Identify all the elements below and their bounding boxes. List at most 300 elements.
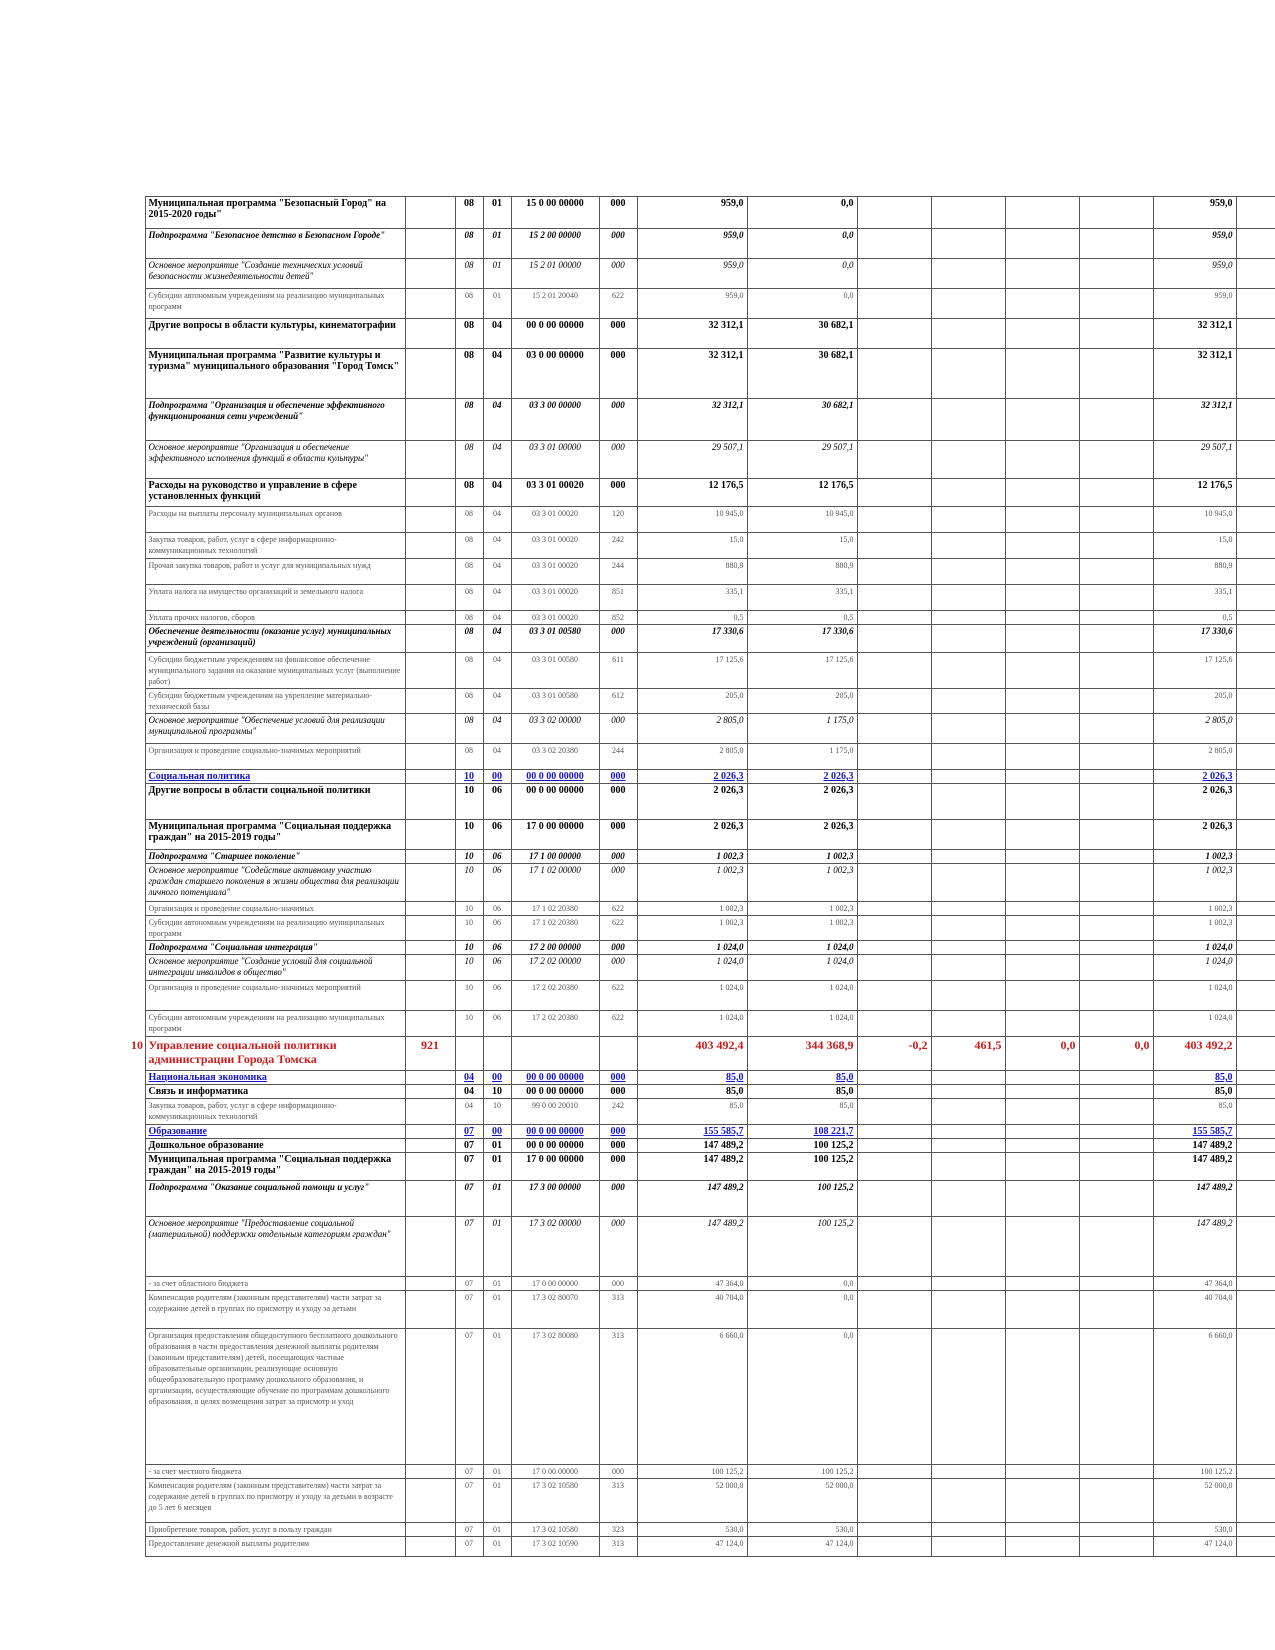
target-article-code: 00 0 00 00000 [511,770,599,784]
change-4 [1079,197,1153,229]
amount-revised: 32 312,1 [1153,319,1236,349]
change-3 [1005,770,1079,784]
expense-type-code: 000 [599,259,637,289]
change-3 [1005,784,1079,820]
row-index [128,349,145,399]
expense-type-code: 622 [599,902,637,916]
amount-total: 880,9 [637,559,747,585]
target-article-code: 03 3 01 00000 [511,441,599,479]
table-row [128,955,1275,981]
row-index [128,1125,145,1139]
change-2 [931,1217,1005,1277]
expense-type-code: 244 [599,559,637,585]
subsection-code: 04 [483,744,511,770]
table-row [128,625,1275,653]
item-name: Муниципальная программа "Социальная поддержка граждан" на 2015-2019 годы" [145,820,405,850]
section-code: 07 [455,1465,483,1479]
amount-total: 147 489,2 [637,1181,747,1217]
table-row [128,1329,1275,1465]
target-article-code: 03 3 01 00020 [511,507,599,533]
section-code: 07 [455,1277,483,1291]
amount-total: 2 026,3 [637,820,747,850]
grbs-code [405,653,455,689]
row-index [128,770,145,784]
change-1 [857,864,931,902]
expense-type-code: 313 [599,1479,637,1523]
amount-local: 205,0 [747,689,857,714]
target-article-code: 17 0 00 00000 [511,1153,599,1181]
grbs-code [405,625,455,653]
spare-column [1236,259,1275,289]
table-row [128,1153,1275,1181]
section-code: 08 [455,611,483,625]
amount-revised: 12 176,5 [1153,479,1236,507]
subsection-code: 01 [483,1329,511,1465]
item-name: Другие вопросы в области социальной политики [145,784,405,820]
expense-type-code: 000 [599,820,637,850]
grbs-code [405,399,455,441]
table-row [128,981,1275,1011]
amount-local: 85,0 [747,1099,857,1125]
item-name: Подпрограмма "Оказание социальной помощи и услуг" [145,1181,405,1217]
change-1 [857,611,931,625]
amount-local: 2 026,3 [747,784,857,820]
table-row [128,1139,1275,1153]
item-name: Подпрограмма "Безопасное детство в Безопасном Городе" [145,229,405,259]
amount-revised: 880,9 [1153,559,1236,585]
subsection-code: 04 [483,559,511,585]
spare-column [1236,1523,1275,1537]
change-1 [857,744,931,770]
amount-total: 2 805,0 [637,714,747,744]
change-1 [857,479,931,507]
target-article-code: 03 3 01 00020 [511,533,599,559]
change-4 [1079,559,1153,585]
spare-column [1236,319,1275,349]
row-index [128,625,145,653]
amount-revised: 959,0 [1153,197,1236,229]
expense-type-code: 242 [599,533,637,559]
subsection-code: 06 [483,955,511,981]
change-3 [1005,479,1079,507]
spare-column [1236,1537,1275,1557]
section-code: 07 [455,1153,483,1181]
change-1 [857,1465,931,1479]
change-1 [857,916,931,941]
amount-total: 1 024,0 [637,981,747,1011]
expense-type-code: 000 [599,1217,637,1277]
change-4 [1079,289,1153,319]
subsection-code [483,1037,511,1071]
spare-column [1236,625,1275,653]
row-index [128,916,145,941]
expense-type-code: 000 [599,441,637,479]
change-3 [1005,1181,1079,1217]
grbs-code [405,689,455,714]
change-4 [1079,850,1153,864]
spare-column [1236,559,1275,585]
amount-local: 0,0 [747,1291,857,1329]
spare-column [1236,1099,1275,1125]
subsection-code: 04 [483,611,511,625]
subsection-code: 01 [483,1537,511,1557]
change-1 [857,653,931,689]
table-row [128,1099,1275,1125]
subsection-code: 06 [483,916,511,941]
change-3: 0,0 [1005,1037,1079,1071]
change-4 [1079,1291,1153,1329]
subsection-code: 06 [483,850,511,864]
section-code: 10 [455,820,483,850]
expense-type-code: 000 [599,1125,637,1139]
subsection-code: 10 [483,1099,511,1125]
grbs-code [405,559,455,585]
item-name: Расходы на выплаты персоналу муниципальных органов [145,507,405,533]
amount-total: 32 312,1 [637,319,747,349]
spare-column [1236,1479,1275,1523]
amount-total: 85,0 [637,1085,747,1099]
expense-type-code: 000 [599,1071,637,1085]
change-4 [1079,399,1153,441]
grbs-code [405,784,455,820]
amount-revised: 530,0 [1153,1523,1236,1537]
change-4 [1079,941,1153,955]
amount-total: 85,0 [637,1071,747,1085]
amount-revised: 205,0 [1153,689,1236,714]
section-code: 08 [455,289,483,319]
expense-type-code: 313 [599,1329,637,1465]
amount-revised: 2 026,3 [1153,820,1236,850]
change-1: -0,2 [857,1037,931,1071]
amount-local: 0,0 [747,1329,857,1465]
subsection-code: 04 [483,585,511,611]
change-1 [857,1329,931,1465]
spare-column [1236,714,1275,744]
change-1 [857,1537,931,1557]
amount-total: 52 000,0 [637,1479,747,1523]
spare-column [1236,1291,1275,1329]
table-row [128,441,1275,479]
grbs-code [405,1291,455,1329]
change-1 [857,1291,931,1329]
table-row [128,349,1275,399]
grbs-code [405,864,455,902]
expense-type-code: 000 [599,1153,637,1181]
target-article-code: 15 0 00 00000 [511,197,599,229]
table-row [128,1465,1275,1479]
change-4 [1079,864,1153,902]
amount-revised: 47 364,0 [1153,1277,1236,1291]
change-3 [1005,1217,1079,1277]
section-code: 07 [455,1329,483,1465]
change-4 [1079,1277,1153,1291]
change-3 [1005,653,1079,689]
change-4 [1079,653,1153,689]
target-article-code: 17 2 00 00000 [511,941,599,955]
change-4 [1079,441,1153,479]
section-code: 08 [455,689,483,714]
grbs-code [405,955,455,981]
item-name: Организация предоставления общедоступного бесплатного дошкольного образования в части предоставления денежной выплаты родителям (законным представителям) детей, посещающих частные образовательные организации, реализующие основную общеобразовательную программу дошкольного образования, и организации, осуществляющие обучение по программам дошкольного образования, в целях возмещения затрат за присмотр и уход [145,1329,405,1465]
table-row [128,744,1275,770]
spare-column [1236,441,1275,479]
spare-column [1236,770,1275,784]
target-article-code: 99 0 00 20010 [511,1099,599,1125]
subsection-code: 01 [483,197,511,229]
item-name: Расходы на руководство и управление в сфере установленных функций [145,479,405,507]
amount-total: 403 492,4 [637,1037,747,1071]
item-name: Подпрограмма "Организация и обеспечение эффективного функционирования сети учреждений" [145,399,405,441]
spare-column [1236,1181,1275,1217]
amount-revised: 1 002,3 [1153,916,1236,941]
grbs-code [405,820,455,850]
change-1 [857,1011,931,1037]
grbs-code [405,1125,455,1139]
subsection-code: 04 [483,533,511,559]
row-index [128,611,145,625]
amount-total: 0,5 [637,611,747,625]
amount-local: 85,0 [747,1071,857,1085]
target-article-code: 03 3 02 20380 [511,744,599,770]
change-4 [1079,1217,1153,1277]
change-4 [1079,1479,1153,1523]
grbs-code [405,1181,455,1217]
expense-type-code: 000 [599,1181,637,1217]
amount-local: 100 125,2 [747,1465,857,1479]
spare-column [1236,1217,1275,1277]
change-1 [857,689,931,714]
subsection-code: 06 [483,1011,511,1037]
row-index [128,941,145,955]
change-1 [857,955,931,981]
amount-total: 1 024,0 [637,1011,747,1037]
expense-type-code: 000 [599,1139,637,1153]
grbs-code [405,902,455,916]
target-article-code: 17 2 02 20380 [511,1011,599,1037]
section-code: 08 [455,441,483,479]
table-row [128,1071,1275,1085]
amount-revised: 147 489,2 [1153,1217,1236,1277]
section-code [455,1037,483,1071]
item-name: Обеспечение деятельности (оказание услуг) муниципальных учреждений (организаций) [145,625,405,653]
spare-column [1236,653,1275,689]
expense-type-code: 000 [599,714,637,744]
table-row [128,820,1275,850]
spare-column [1236,585,1275,611]
change-1 [857,507,931,533]
row-index [128,479,145,507]
amount-total: 155 585,7 [637,1125,747,1139]
change-4 [1079,229,1153,259]
change-2 [931,1465,1005,1479]
target-article-code: 03 3 01 00020 [511,559,599,585]
change-3 [1005,319,1079,349]
change-3 [1005,611,1079,625]
change-3 [1005,197,1079,229]
change-1 [857,229,931,259]
section-code: 10 [455,916,483,941]
subsection-code: 01 [483,1217,511,1277]
expense-type-code: 323 [599,1523,637,1537]
row-index [128,1099,145,1125]
amount-revised: 100 125,2 [1153,1465,1236,1479]
change-4 [1079,916,1153,941]
grbs-code [405,1277,455,1291]
table-row [128,653,1275,689]
row-index [128,1181,145,1217]
amount-total: 32 312,1 [637,399,747,441]
change-3 [1005,714,1079,744]
section-code: 04 [455,1071,483,1085]
section-code: 10 [455,981,483,1011]
target-article-code: 17 0 00 00000 [511,1277,599,1291]
subsection-code: 01 [483,229,511,259]
amount-revised: 335,1 [1153,585,1236,611]
change-2 [931,1099,1005,1125]
change-2 [931,441,1005,479]
change-4 [1079,533,1153,559]
change-2 [931,784,1005,820]
grbs-code [405,1071,455,1085]
change-2 [931,714,1005,744]
amount-total: 2 026,3 [637,784,747,820]
amount-revised: 155 585,7 [1153,1125,1236,1139]
change-4 [1079,820,1153,850]
amount-local: 30 682,1 [747,319,857,349]
target-article-code: 17 3 02 10590 [511,1537,599,1557]
item-name: Субсидии автономным учреждениям на реализацию муниципальных программ [145,916,405,941]
change-3 [1005,1071,1079,1085]
spare-column [1236,1071,1275,1085]
spare-column [1236,1085,1275,1099]
change-2 [931,1523,1005,1537]
item-name: Другие вопросы в области культуры, кинематографии [145,319,405,349]
subsection-code: 04 [483,349,511,399]
spare-column [1236,744,1275,770]
expense-type-code: 000 [599,349,637,399]
amount-revised: 959,0 [1153,289,1236,319]
grbs-code [405,1011,455,1037]
expense-type-code: 622 [599,981,637,1011]
table-row [128,1217,1275,1277]
row-index [128,1011,145,1037]
change-1 [857,1523,931,1537]
amount-local: 47 124,0 [747,1537,857,1557]
change-3 [1005,441,1079,479]
grbs-code: 921 [405,1037,455,1071]
subsection-code: 04 [483,689,511,714]
item-name: Прочая закупка товаров, работ и услуг для муниципальных нужд [145,559,405,585]
target-article-code: 17 2 02 20380 [511,981,599,1011]
amount-local: 2 026,3 [747,770,857,784]
budget-table-sheet [128,196,1275,1557]
amount-revised: 1 024,0 [1153,981,1236,1011]
amount-revised: 403 492,2 [1153,1037,1236,1071]
change-4 [1079,479,1153,507]
expense-type-code: 242 [599,1099,637,1125]
target-article-code: 17 3 02 80070 [511,1291,599,1329]
row-index [128,559,145,585]
change-2 [931,197,1005,229]
grbs-code [405,850,455,864]
expense-type-code: 000 [599,770,637,784]
amount-total: 530,0 [637,1523,747,1537]
section-code: 08 [455,714,483,744]
target-article-code: 17 2 02 00000 [511,955,599,981]
change-4 [1079,585,1153,611]
change-1 [857,770,931,784]
table-row [128,1523,1275,1537]
change-2 [931,289,1005,319]
spare-column [1236,1465,1275,1479]
spare-column [1236,1125,1275,1139]
change-3 [1005,1153,1079,1181]
amount-local: 0,0 [747,1277,857,1291]
item-name: Основное мероприятие "Предоставление социальной (материальной) поддержки отдельным категориям граждан" [145,1217,405,1277]
grbs-code [405,1217,455,1277]
section-code: 07 [455,1139,483,1153]
section-code: 10 [455,902,483,916]
change-2 [931,507,1005,533]
amount-revised: 2 026,3 [1153,770,1236,784]
amount-local: 15,0 [747,533,857,559]
amount-local: 1 002,3 [747,850,857,864]
amount-total: 47 364,0 [637,1277,747,1291]
amount-local: 0,0 [747,197,857,229]
row-index [128,820,145,850]
grbs-code [405,714,455,744]
section-code: 07 [455,1181,483,1217]
change-1 [857,850,931,864]
table-row [128,864,1275,902]
change-3 [1005,820,1079,850]
change-4 [1079,1465,1153,1479]
grbs-code [405,507,455,533]
target-article-code: 03 3 01 00580 [511,689,599,714]
change-1 [857,349,931,399]
amount-revised: 32 312,1 [1153,399,1236,441]
row-index [128,1291,145,1329]
amount-revised: 2 805,0 [1153,744,1236,770]
change-2 [931,955,1005,981]
subsection-code: 04 [483,507,511,533]
amount-local: 100 125,2 [747,1181,857,1217]
change-4 [1079,259,1153,289]
change-3 [1005,229,1079,259]
change-4 [1079,319,1153,349]
change-2 [931,1085,1005,1099]
subsection-code: 04 [483,653,511,689]
row-index [128,229,145,259]
spare-column [1236,1139,1275,1153]
change-3 [1005,625,1079,653]
item-name: - за счет местного бюджета [145,1465,405,1479]
change-3 [1005,399,1079,441]
amount-total: 959,0 [637,259,747,289]
section-code: 08 [455,259,483,289]
section-code: 08 [455,559,483,585]
expense-type-code: 000 [599,864,637,902]
change-2 [931,1181,1005,1217]
change-1 [857,1099,931,1125]
amount-local: 17 330,6 [747,625,857,653]
subsection-code: 06 [483,820,511,850]
item-name: Субсидии автономным учреждениям на реализацию муниципальных программ [145,1011,405,1037]
amount-total: 40 704,0 [637,1291,747,1329]
change-2 [931,259,1005,289]
change-1 [857,1125,931,1139]
item-name: Закупка товаров, работ, услуг в сфере информационно-коммуникационных технологий [145,1099,405,1125]
